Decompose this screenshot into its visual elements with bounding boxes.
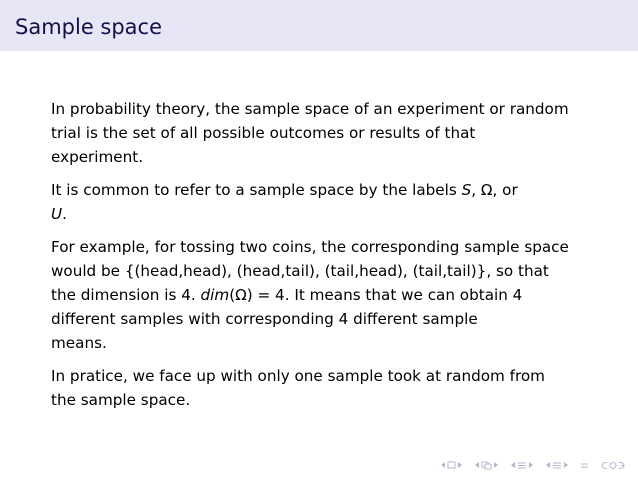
text-segment: , or <box>492 181 518 199</box>
section-icon <box>517 461 527 470</box>
align-icon[interactable] <box>580 461 589 470</box>
subsection-icon <box>481 461 492 470</box>
text-segment: the dimension is 4. <box>51 286 201 304</box>
dim-function: dim <box>200 286 230 304</box>
symbol-u: U <box>51 205 63 223</box>
text-segment: . <box>62 205 67 223</box>
symbol-s: S <box>461 181 472 199</box>
text-line <box>51 178 611 202</box>
prev-section-icon[interactable] <box>510 461 516 469</box>
text-segment: It means that we can obtain 4 <box>289 286 523 304</box>
text-segment: It is common to refer to a sample space by the labels <box>51 181 462 199</box>
slide-header <box>0 0 638 51</box>
text-line: In pratice, we face up with only one sample took at random from <box>51 367 545 385</box>
text-line <box>51 283 611 307</box>
search-icon[interactable] <box>600 461 626 470</box>
slide-body <box>51 97 611 421</box>
subsection-nav-group <box>474 461 499 470</box>
beamer-navigation-bar <box>440 458 626 472</box>
text-line: In probability theory, the sample space of an experiment or random <box>51 100 569 118</box>
slide-title: Sample space <box>15 15 163 39</box>
symbol-omega: Ω <box>480 181 493 199</box>
text-segment: , <box>471 181 481 199</box>
prev-subsection-icon[interactable] <box>474 461 480 469</box>
next-slide-icon[interactable] <box>563 461 569 469</box>
paragraph-example <box>51 235 611 355</box>
section-nav-group <box>510 461 534 470</box>
slide-nav-group <box>545 461 569 470</box>
slide-icon <box>552 461 562 470</box>
frame-nav-group <box>440 461 463 469</box>
text-line: For example, for tossing two coins, the corresponding sample space <box>51 238 569 256</box>
paragraph-definition <box>51 97 611 169</box>
next-section-icon[interactable] <box>528 461 534 469</box>
next-subsection-icon[interactable] <box>493 461 499 469</box>
frame-icon <box>447 461 456 469</box>
text-line: different samples with corresponding 4 different sample <box>51 310 478 328</box>
text-line: experiment. <box>51 148 144 166</box>
prev-slide-icon[interactable] <box>545 461 551 469</box>
dim-expression: (Ω) = 4. <box>229 286 290 304</box>
text-line: would be {(head,head), (head,tail), (tail,head), (tail,tail)}, so that <box>51 262 549 280</box>
paragraph-practice <box>51 364 611 412</box>
text-line <box>51 202 611 226</box>
text-line: trial is the set of all possible outcomes or results of that <box>51 124 476 142</box>
prev-frame-icon[interactable] <box>440 461 446 469</box>
text-line: the sample space. <box>51 391 191 409</box>
paragraph-labels <box>51 178 611 226</box>
next-frame-icon[interactable] <box>457 461 463 469</box>
text-line: means. <box>51 334 107 352</box>
